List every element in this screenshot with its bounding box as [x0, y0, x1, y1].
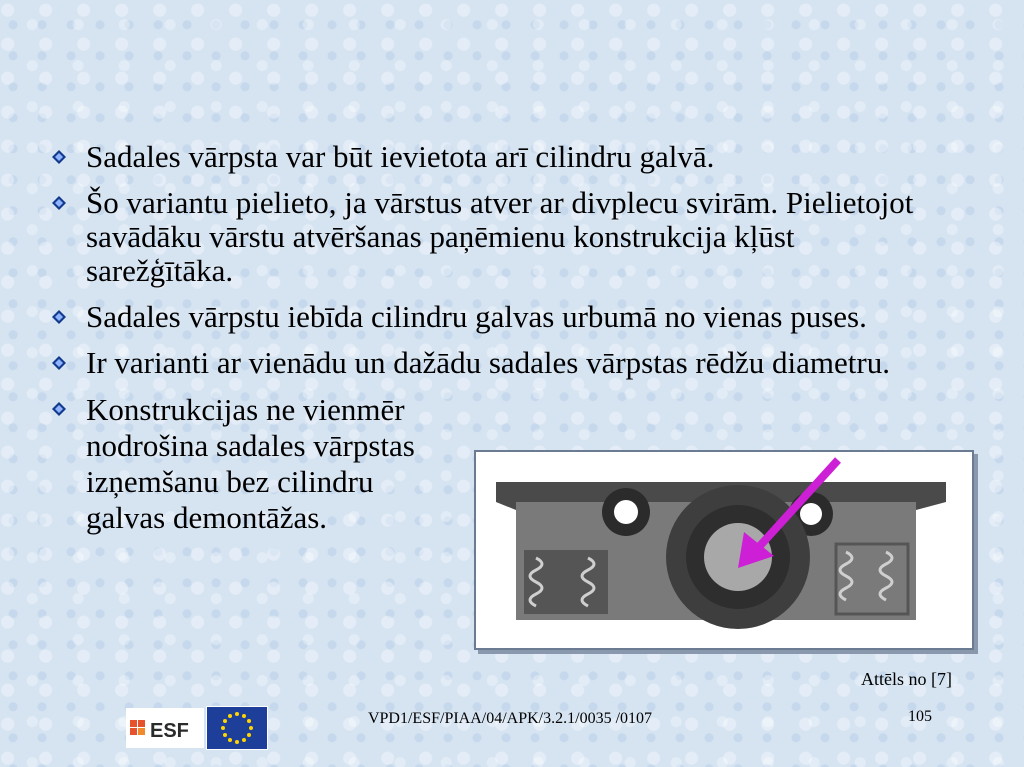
- bullet-text: Sadales vārpsta var būt ievietota arī cilindru galvā.: [86, 139, 715, 174]
- bullet-text: Sadales vārpstu iebīda cilindru galvas urbumā no vienas puses.: [86, 299, 867, 334]
- diamond-bullet-icon: [52, 150, 66, 164]
- diamond-bullet-icon: [52, 196, 66, 210]
- cylinder-head-figure: [474, 450, 974, 650]
- figure-caption: Attēls no [7]: [861, 669, 952, 689]
- bullet-item: [48, 186, 948, 288]
- esf-logo-text: ESF: [150, 720, 189, 742]
- diamond-bullet-icon: [52, 310, 66, 324]
- bullet-text: Ir varianti ar vienādu un dažādu sadales vārpstas rēdžu diametru.: [86, 345, 890, 380]
- diamond-bullet-icon: [52, 356, 66, 370]
- bullet-item: [48, 392, 446, 536]
- bullet-item: [48, 140, 948, 174]
- diamond-bullet-icon: [52, 402, 66, 416]
- bullet-text: Konstrukcijas ne vienmēr nodrošina sadales vārpstas izņemšanu bez cilindru galvas demontāžas.: [86, 392, 415, 535]
- cylinder-head-drawing: [476, 452, 972, 648]
- eu-flag-icon: [206, 706, 268, 750]
- page-number: 105: [908, 708, 932, 725]
- footer-project-code: VPD1/ESF/PIAA/04/APK/3.2.1/0035 /0107: [367, 710, 653, 727]
- bullet-item: [48, 346, 948, 380]
- bullet-text: Šo variantu pielieto, ja vārstus atver ar divplecu svirām. Pielietojot savādāku vārstu atvēršanas paņēmienu konstrukcija kļūst sarežģītāka.: [86, 185, 914, 288]
- bullet-item: [48, 300, 948, 334]
- esf-logo: [126, 708, 204, 748]
